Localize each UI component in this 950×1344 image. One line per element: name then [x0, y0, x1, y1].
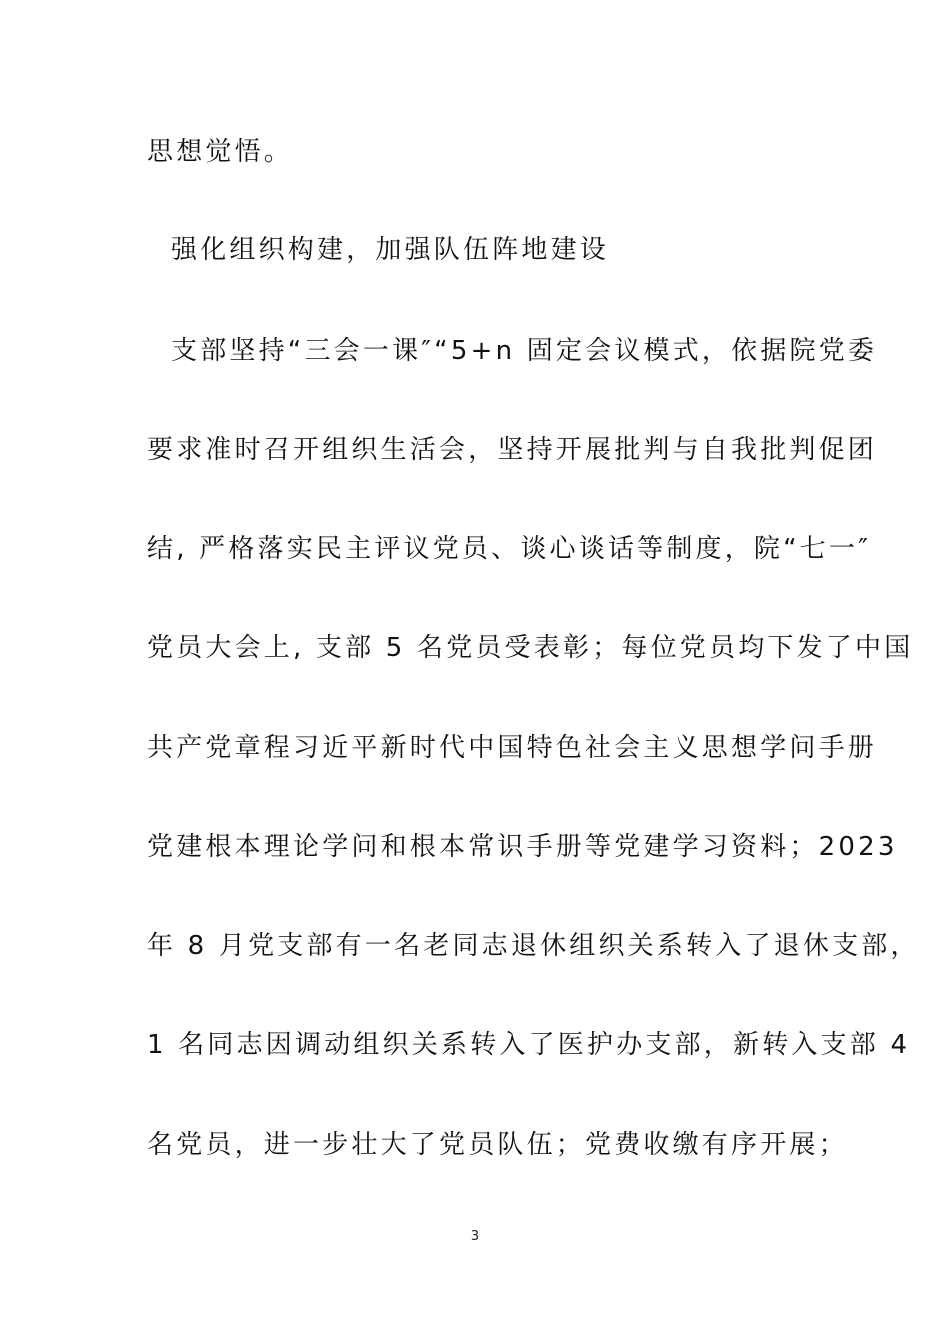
paragraph-line-6: 党员大会上, 支部 5 名党员受表彰；每位党员均下发了中国: [147, 633, 914, 663]
page-number: 3: [470, 1229, 480, 1244]
paragraph-line-11: 名党员，进一步壮大了党员队伍；党费收缴有序开展；: [147, 1130, 848, 1160]
paragraph-line-1: 思想觉悟。: [147, 137, 294, 167]
section-heading: 强化组织构建，加强队伍阵地建设: [171, 235, 610, 265]
paragraph-line-10: 1 名同志因调动组织关系转入了医护办支部，新转入支部 4: [147, 1030, 911, 1060]
paragraph-line-5: 结, 严格落实民主评议党员、谈心谈话等制度，院“七一″: [147, 534, 872, 564]
paragraph-line-7: 共产党章程习近平新时代中国特色社会主义思想学问手册: [147, 733, 878, 763]
paragraph-line-3: 支部坚持“三会一课″“5+n 固定会议模式，依据院党委: [171, 336, 878, 366]
paragraph-line-4: 要求准时召开组织生活会，坚持开展批判与自我批判促团: [147, 435, 878, 465]
paragraph-line-8: 党建根本理论学问和根本常识手册等党建学习资料；2023: [147, 832, 898, 862]
paragraph-line-9: 年 8 月党支部有一名老同志退休组织关系转入了退休支部，: [147, 931, 920, 961]
